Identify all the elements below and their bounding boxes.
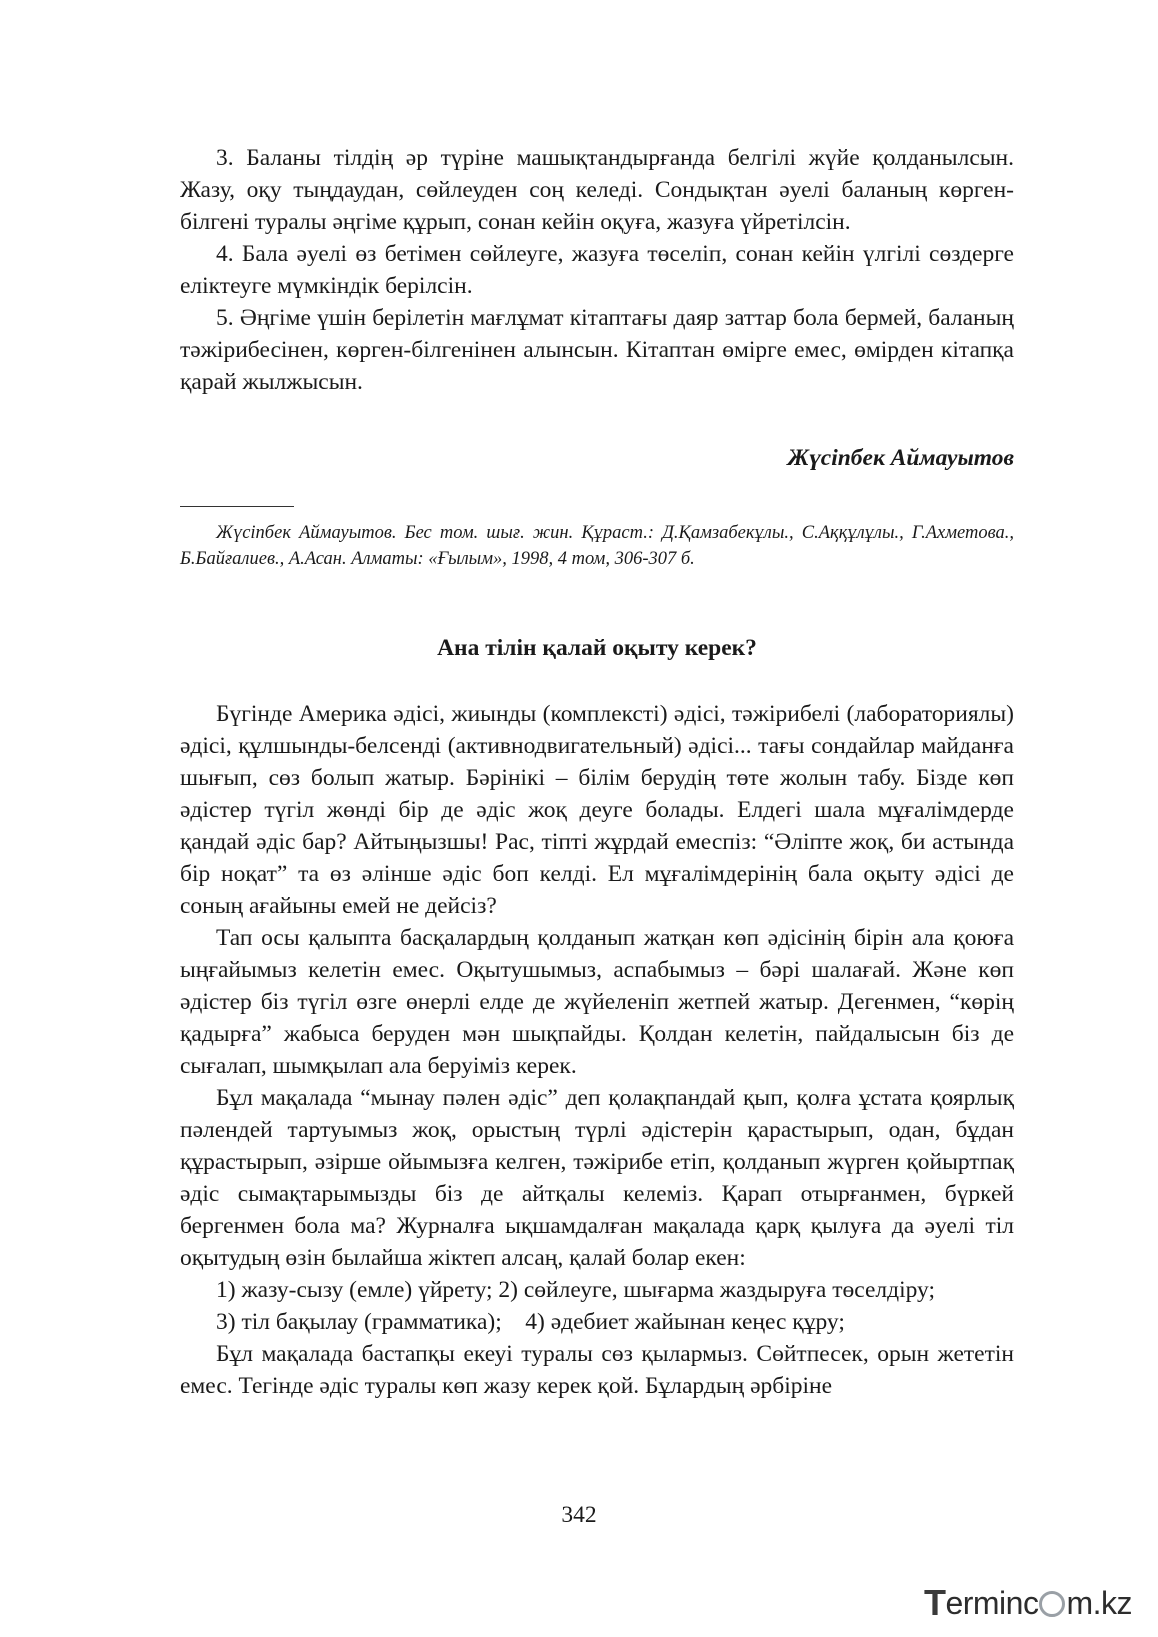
magnifier-icon bbox=[1039, 1591, 1065, 1617]
section-part2 bbox=[180, 698, 1014, 1402]
section-part1 bbox=[180, 142, 1014, 398]
paragraph: Бұл мақалада бастапқы екеуі туралы сөз қылармыз. Сөйтпесек, орын жететін емес. Тегінде әдіс туралы көп жазу керек қой. Бұлардың әрбіріне bbox=[180, 1341, 1014, 1399]
paragraph: Бұл мақалада “мынау пәлен әдіс” деп қолақпандай қып, қолға ұстата қоярлық пәлендей тартуымыз жоқ, орыстың түрлі әдістерін қарастырып, одан, бұдан құрастырып, әзірше ойымызға келген, тәжірибе етіп, қолданып жүрген қойыртпақ әдіс сымақтарымызды біз де айтқалы келеміз. Қарап отырғанмен, бүркей бергенмен бола ма? Журналға ықшамдалған мақалада қарқ қылуға да әуелі тіл оқытудың өзін былайша жіктеп алсаң, қалай болар екен: bbox=[180, 1085, 1014, 1271]
page-number: 342 bbox=[561, 1502, 597, 1528]
footnote-divider bbox=[180, 506, 294, 507]
paragraph: Бүгінде Америка әдісі, жиынды (комплексті) әдісі, тәжірибелі (лабораториялы) әдісі, құлшынды-белсенді (активнодвигательный) әдісі... тағы сондайлар майданға шығып, сөз болып жатыр. Бәрінікі – білім берудің төте жолын табу. Бізде көп әдістер түгіл жөнді бір де әдіс жоқ деуге болады. Елдегі шала мұғалімдерде қандай әдіс бар? Айтыңызшы! Рас, тіпті жұрдай емеспіз: “Әліпте жоқ, би астында бір ноқат” та өз әлінше әдіс боп келді. Ел мұғалімдерінің бала оқыту әдісі де соның ағайыны емей не дейсіз? bbox=[180, 701, 1014, 919]
list-line: 1) жазу-сызу (емле) үйрету; 2) сөйлеуге, шығарма жаздыруға төселдіру; bbox=[216, 1277, 936, 1303]
watermark-initial: T bbox=[923, 1582, 946, 1623]
watermark-domain: m.kz bbox=[1066, 1584, 1132, 1621]
author-signature: Жүсіпбек Аймауытов bbox=[787, 445, 1014, 471]
watermark-text: erminc bbox=[945, 1584, 1039, 1621]
watermark-logo bbox=[924, 1583, 1132, 1623]
paragraph: Тап осы қалыпта басқалардың қолданып жатқан көп әдісінің бірін ала қоюға ыңғайымыз келетін емес. Оқытушымыз, аспабымыз – бәрі шалағай. Және көп әдістер біз түгіл өзге өнерлі елде де жүйеленіп жетпей жатыр. Дегенмен, “көрің қадырға” жабыса беруден мән шықпайды. Қолдан келетін, пайдалысын біз де сығалап, шымқылап ала беруіміз керек. bbox=[180, 925, 1014, 1079]
footnote: Жүсіпбек Аймауытов. Бес том. шығ. жин. Құраст.: Д.Қамзабекұлы., С.Аққұлұлы., Г.Ахметова., Б.Байғалиев., А.Асан. Алматы: «Ғылым», 1998, 4 том, 306-307 б. bbox=[180, 523, 1014, 569]
paragraph: 3. Баланы тілдің әр түріне машықтандырғанда белгілі жүйе қолданылсын. Жазу, оқу тыңдаудан, сөйлеуден соң келеді. Сондықтан әуелі баланың көрген-білгені туралы әңгіме құрып, сонан кейін оқуға, жазуға үйретілсін. bbox=[180, 145, 1014, 235]
paragraph: 4. Бала әуелі өз бетімен сөйлеуге, жазуға төселіп, сонан кейін үлгілі сөздерге еліктеуге мүмкіндік берілсін. bbox=[180, 241, 1014, 299]
article-title: Ана тілін қалай оқыту керек? bbox=[437, 635, 757, 661]
paragraph: 5. Әңгіме үшін берілетін мағлұмат кітаптағы даяр заттар бола бермей, баланың тәжірибесінен, көрген-білгенінен алынсын. Кітаптан өмірге емес, өмірден кітапқа қарай жылжысын. bbox=[180, 305, 1014, 395]
list-line: 3) тіл бақылау (грамматика); 4) әдебиет жайынан кеңес құру; bbox=[216, 1309, 845, 1335]
